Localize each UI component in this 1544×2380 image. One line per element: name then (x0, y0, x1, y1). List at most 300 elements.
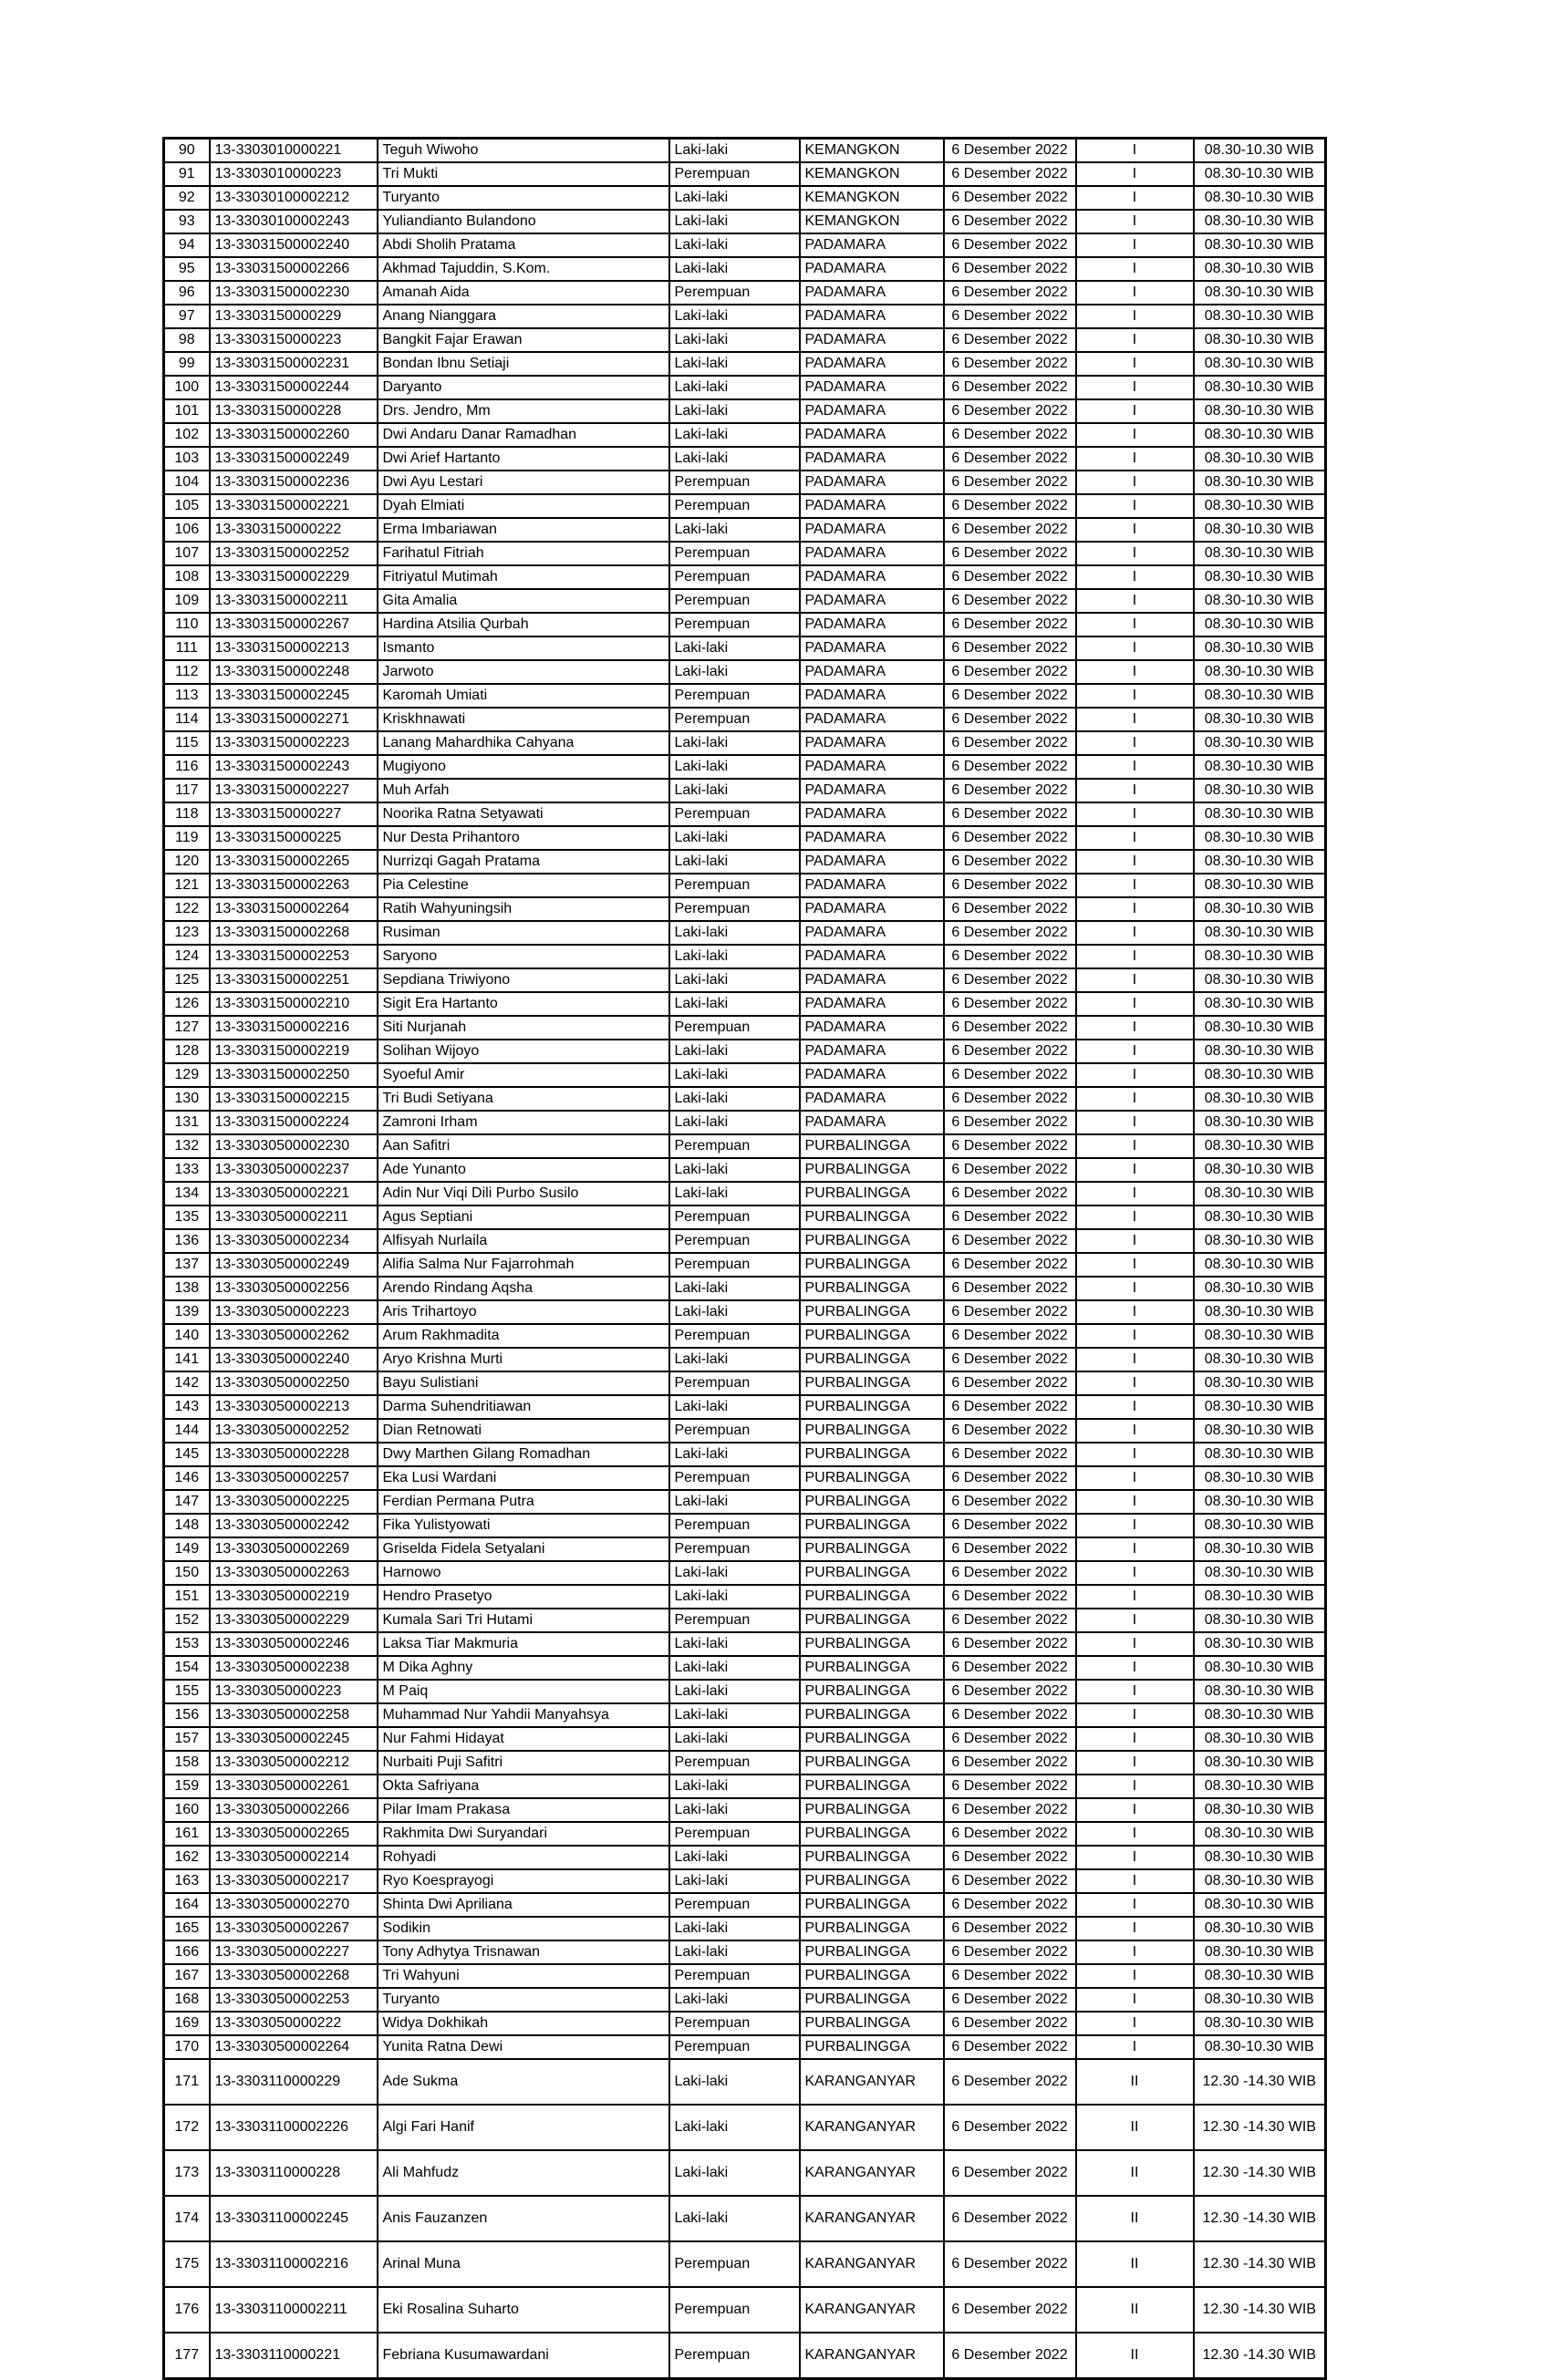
cell-exam-date: 6 Desember 2022 (944, 1751, 1076, 1775)
cell-exam-date: 6 Desember 2022 (944, 1609, 1076, 1632)
cell-district: PADAMARA (800, 281, 944, 305)
cell-registration-id: 13-33030500002217 (210, 1869, 378, 1893)
cell-gender: Laki-laki (669, 2196, 800, 2241)
cell-no: 91 (164, 162, 210, 186)
cell-name: Nurbaiti Puji Safitri (378, 1751, 669, 1775)
cell-no: 106 (164, 518, 210, 542)
cell-session: I (1076, 1111, 1194, 1134)
cell-no: 165 (164, 1917, 210, 1940)
cell-district: PADAMARA (800, 968, 944, 992)
cell-no: 105 (164, 494, 210, 518)
cell-name: Karomah Umiati (378, 684, 669, 708)
cell-name: Amanah Aida (378, 281, 669, 305)
cell-registration-id: 13-33031500002221 (210, 494, 378, 518)
table-row (164, 2241, 1326, 2287)
cell-exam-time: 08.30-10.30 WIB (1194, 1751, 1326, 1775)
cell-no: 104 (164, 471, 210, 494)
cell-name: Kriskhnawati (378, 708, 669, 731)
table-row (164, 1869, 1326, 1893)
cell-gender: Laki-laki (669, 1348, 800, 1371)
cell-district: PURBALINGGA (800, 1229, 944, 1253)
cell-exam-date: 6 Desember 2022 (944, 1063, 1076, 1087)
cell-exam-date: 6 Desember 2022 (944, 2059, 1076, 2105)
cell-gender: Laki-laki (669, 945, 800, 968)
cell-district: PURBALINGGA (800, 1940, 944, 1964)
cell-session: I (1076, 376, 1194, 399)
cell-exam-time: 08.30-10.30 WIB (1194, 1585, 1326, 1609)
table-row (164, 1727, 1326, 1751)
cell-exam-time: 08.30-10.30 WIB (1194, 210, 1326, 233)
cell-session: I (1076, 1348, 1194, 1371)
cell-district: PURBALINGGA (800, 1300, 944, 1324)
cell-gender: Laki-laki (669, 257, 800, 281)
cell-district: PURBALINGGA (800, 1277, 944, 1300)
cell-name: Agus Septiani (378, 1206, 669, 1229)
cell-session: I (1076, 1798, 1194, 1822)
cell-district: PURBALINGGA (800, 1656, 944, 1680)
table-row (164, 1134, 1326, 1158)
cell-name: Ferdian Permana Putra (378, 1490, 669, 1514)
cell-district: PADAMARA (800, 542, 944, 565)
cell-exam-date: 6 Desember 2022 (944, 305, 1076, 328)
cell-exam-date: 6 Desember 2022 (944, 1253, 1076, 1277)
cell-exam-time: 08.30-10.30 WIB (1194, 1988, 1326, 2012)
cell-session: I (1076, 1063, 1194, 1087)
cell-no: 156 (164, 1703, 210, 1727)
cell-exam-time: 08.30-10.30 WIB (1194, 139, 1326, 163)
cell-registration-id: 13-33031500002223 (210, 731, 378, 755)
cell-exam-date: 6 Desember 2022 (944, 1727, 1076, 1751)
cell-session: I (1076, 1893, 1194, 1917)
cell-district: PADAMARA (800, 589, 944, 613)
cell-no: 116 (164, 755, 210, 779)
cell-gender: Perempuan (669, 1371, 800, 1395)
cell-registration-id: 13-33030500002257 (210, 1466, 378, 1490)
cell-name: Nur Fahmi Hidayat (378, 1727, 669, 1751)
cell-registration-id: 13-33030500002246 (210, 1632, 378, 1656)
cell-gender: Laki-laki (669, 376, 800, 399)
cell-exam-time: 08.30-10.30 WIB (1194, 613, 1326, 636)
cell-registration-id: 13-33031500002240 (210, 233, 378, 257)
table-row (164, 257, 1326, 281)
cell-district: KARANGANYAR (800, 2241, 944, 2287)
cell-exam-date: 6 Desember 2022 (944, 1940, 1076, 1964)
cell-exam-time: 08.30-10.30 WIB (1194, 1182, 1326, 1206)
cell-no: 117 (164, 779, 210, 802)
cell-gender: Laki-laki (669, 2059, 800, 2105)
cell-exam-date: 6 Desember 2022 (944, 518, 1076, 542)
cell-name: Yunita Ratna Dewi (378, 2035, 669, 2059)
cell-district: PURBALINGGA (800, 1822, 944, 1846)
cell-district: PADAMARA (800, 1016, 944, 1040)
cell-session: I (1076, 1087, 1194, 1111)
cell-exam-time: 08.30-10.30 WIB (1194, 471, 1326, 494)
cell-gender: Perempuan (669, 2012, 800, 2035)
cell-exam-date: 6 Desember 2022 (944, 2035, 1076, 2059)
cell-district: PURBALINGGA (800, 1609, 944, 1632)
cell-registration-id: 13-33031500002267 (210, 613, 378, 636)
cell-exam-date: 6 Desember 2022 (944, 2196, 1076, 2241)
cell-session: II (1076, 2196, 1194, 2241)
table-row (164, 1443, 1326, 1466)
cell-no: 93 (164, 210, 210, 233)
cell-district: PURBALINGGA (800, 1443, 944, 1466)
cell-exam-time: 08.30-10.30 WIB (1194, 684, 1326, 708)
cell-name: Dian Retnowati (378, 1419, 669, 1443)
cell-name: Okta Safriyana (378, 1775, 669, 1798)
cell-registration-id: 13-33030500002221 (210, 1182, 378, 1206)
cell-exam-time: 08.30-10.30 WIB (1194, 1371, 1326, 1395)
cell-gender: Perempuan (669, 1229, 800, 1253)
cell-registration-id: 13-33031500002251 (210, 968, 378, 992)
cell-registration-id: 13-33031500002260 (210, 423, 378, 447)
cell-district: PADAMARA (800, 471, 944, 494)
table-row (164, 1561, 1326, 1585)
cell-district: PADAMARA (800, 636, 944, 660)
cell-name: Drs. Jendro, Mm (378, 399, 669, 423)
cell-exam-time: 08.30-10.30 WIB (1194, 1656, 1326, 1680)
cell-exam-time: 08.30-10.30 WIB (1194, 1419, 1326, 1443)
cell-exam-date: 6 Desember 2022 (944, 1371, 1076, 1395)
cell-district: KEMANGKON (800, 210, 944, 233)
cell-exam-time: 08.30-10.30 WIB (1194, 1063, 1326, 1087)
cell-name: Ade Yunanto (378, 1158, 669, 1182)
table-row (164, 1988, 1326, 2012)
table-row (164, 1632, 1326, 1656)
cell-district: PADAMARA (800, 399, 944, 423)
cell-exam-time: 08.30-10.30 WIB (1194, 1253, 1326, 1277)
cell-exam-date: 6 Desember 2022 (944, 1490, 1076, 1514)
cell-session: I (1076, 1443, 1194, 1466)
cell-gender: Perempuan (669, 2241, 800, 2287)
cell-registration-id: 13-33031500002211 (210, 589, 378, 613)
cell-registration-id: 13-33031500002271 (210, 708, 378, 731)
cell-name: Dyah Elmiati (378, 494, 669, 518)
cell-name: Shinta Dwi Apriliana (378, 1893, 669, 1917)
cell-name: Ratih Wahyuningsih (378, 897, 669, 921)
cell-session: I (1076, 992, 1194, 1016)
cell-name: Laksa Tiar Makmuria (378, 1632, 669, 1656)
cell-registration-id: 13-33031500002244 (210, 376, 378, 399)
cell-no: 95 (164, 257, 210, 281)
cell-exam-date: 6 Desember 2022 (944, 1514, 1076, 1537)
cell-session: I (1076, 897, 1194, 921)
cell-gender: Perempuan (669, 162, 800, 186)
cell-no: 151 (164, 1585, 210, 1609)
cell-session: I (1076, 779, 1194, 802)
cell-district: PADAMARA (800, 684, 944, 708)
cell-exam-date: 6 Desember 2022 (944, 2105, 1076, 2150)
cell-gender: Laki-laki (669, 423, 800, 447)
cell-gender: Laki-laki (669, 518, 800, 542)
cell-session: I (1076, 1609, 1194, 1632)
cell-exam-time: 08.30-10.30 WIB (1194, 1798, 1326, 1822)
cell-gender: Laki-laki (669, 2105, 800, 2150)
cell-no: 100 (164, 376, 210, 399)
cell-name: Ade Sukma (378, 2059, 669, 2105)
cell-gender: Laki-laki (669, 1727, 800, 1751)
table-row (164, 1514, 1326, 1537)
cell-registration-id: 13-33031100002216 (210, 2241, 378, 2287)
cell-exam-date: 6 Desember 2022 (944, 636, 1076, 660)
cell-name: Eki Rosalina Suharto (378, 2287, 669, 2333)
table-row (164, 1371, 1326, 1395)
cell-no: 134 (164, 1182, 210, 1206)
table-row (164, 423, 1326, 447)
cell-name: Darma Suhendritiawan (378, 1395, 669, 1419)
cell-district: PURBALINGGA (800, 1703, 944, 1727)
cell-gender: Perempuan (669, 565, 800, 589)
cell-district: KEMANGKON (800, 162, 944, 186)
cell-gender: Laki-laki (669, 1656, 800, 1680)
cell-exam-date: 6 Desember 2022 (944, 1680, 1076, 1703)
cell-exam-time: 08.30-10.30 WIB (1194, 1348, 1326, 1371)
cell-exam-time: 08.30-10.30 WIB (1194, 731, 1326, 755)
cell-exam-date: 6 Desember 2022 (944, 1277, 1076, 1300)
cell-registration-id: 13-33031500002243 (210, 755, 378, 779)
cell-gender: Laki-laki (669, 1277, 800, 1300)
cell-exam-date: 6 Desember 2022 (944, 755, 1076, 779)
cell-gender: Laki-laki (669, 1490, 800, 1514)
cell-exam-time: 08.30-10.30 WIB (1194, 494, 1326, 518)
cell-registration-id: 13-33031500002236 (210, 471, 378, 494)
table-row (164, 1348, 1326, 1371)
cell-exam-time: 08.30-10.30 WIB (1194, 1775, 1326, 1798)
cell-exam-date: 6 Desember 2022 (944, 186, 1076, 210)
cell-session: I (1076, 874, 1194, 897)
cell-exam-date: 6 Desember 2022 (944, 1419, 1076, 1443)
cell-district: PURBALINGGA (800, 1561, 944, 1585)
cell-exam-time: 12.30 -14.30 WIB (1194, 2287, 1326, 2333)
table-row (164, 1063, 1326, 1087)
cell-district: KARANGANYAR (800, 2196, 944, 2241)
cell-session: I (1076, 802, 1194, 826)
cell-no: 152 (164, 1609, 210, 1632)
table-row (164, 1822, 1326, 1846)
cell-session: I (1076, 1917, 1194, 1940)
cell-district: PADAMARA (800, 257, 944, 281)
cell-registration-id: 13-33031100002245 (210, 2196, 378, 2241)
table-row (164, 352, 1326, 376)
cell-gender: Laki-laki (669, 1158, 800, 1182)
table-row (164, 660, 1326, 684)
cell-no: 90 (164, 139, 210, 163)
cell-name: Saryono (378, 945, 669, 968)
table-row (164, 731, 1326, 755)
cell-gender: Perempuan (669, 589, 800, 613)
cell-registration-id: 13-33031500002210 (210, 992, 378, 1016)
cell-district: PURBALINGGA (800, 1514, 944, 1537)
cell-no: 129 (164, 1063, 210, 1087)
cell-gender: Perempuan (669, 1206, 800, 1229)
cell-exam-date: 6 Desember 2022 (944, 850, 1076, 874)
cell-session: I (1076, 399, 1194, 423)
cell-no: 123 (164, 921, 210, 945)
table-row (164, 1087, 1326, 1111)
cell-district: PADAMARA (800, 1111, 944, 1134)
cell-exam-date: 6 Desember 2022 (944, 1158, 1076, 1182)
cell-session: I (1076, 1680, 1194, 1703)
cell-registration-id: 13-33030500002219 (210, 1585, 378, 1609)
cell-exam-date: 6 Desember 2022 (944, 1775, 1076, 1798)
cell-registration-id: 13-33031500002249 (210, 447, 378, 471)
cell-registration-id: 13-33030500002228 (210, 1443, 378, 1466)
cell-session: I (1076, 731, 1194, 755)
cell-no: 135 (164, 1206, 210, 1229)
cell-name: Hardina Atsilia Qurbah (378, 613, 669, 636)
table-row (164, 1158, 1326, 1182)
cell-session: I (1076, 186, 1194, 210)
cell-gender: Perempuan (669, 471, 800, 494)
cell-district: PADAMARA (800, 731, 944, 755)
cell-session: I (1076, 850, 1194, 874)
cell-registration-id: 13-33030500002230 (210, 1134, 378, 1158)
cell-registration-id: 13-33030500002240 (210, 1348, 378, 1371)
cell-name: Jarwoto (378, 660, 669, 684)
cell-registration-id: 13-33030500002264 (210, 2035, 378, 2059)
cell-gender: Perempuan (669, 897, 800, 921)
cell-registration-id: 13-33031500002265 (210, 850, 378, 874)
cell-session: I (1076, 1632, 1194, 1656)
cell-name: Dwi Andaru Danar Ramadhan (378, 423, 669, 447)
cell-no: 98 (164, 328, 210, 352)
table-row (164, 1324, 1326, 1348)
cell-gender: Laki-laki (669, 2150, 800, 2196)
cell-name: Sepdiana Triwiyono (378, 968, 669, 992)
cell-exam-date: 6 Desember 2022 (944, 779, 1076, 802)
cell-exam-date: 6 Desember 2022 (944, 542, 1076, 565)
cell-gender: Perempuan (669, 1751, 800, 1775)
cell-district: PADAMARA (800, 613, 944, 636)
cell-registration-id: 13-33031500002231 (210, 352, 378, 376)
cell-registration-id: 13-33031500002229 (210, 565, 378, 589)
table-row (164, 1703, 1326, 1727)
cell-gender: Perempuan (669, 2333, 800, 2379)
cell-no: 163 (164, 1869, 210, 1893)
cell-registration-id: 13-33030500002267 (210, 1917, 378, 1940)
cell-gender: Laki-laki (669, 1846, 800, 1869)
cell-exam-time: 08.30-10.30 WIB (1194, 1134, 1326, 1158)
cell-exam-time: 08.30-10.30 WIB (1194, 1869, 1326, 1893)
cell-district: KEMANGKON (800, 186, 944, 210)
cell-gender: Laki-laki (669, 992, 800, 1016)
cell-session: I (1076, 945, 1194, 968)
cell-exam-date: 6 Desember 2022 (944, 945, 1076, 968)
cell-gender: Perempuan (669, 874, 800, 897)
cell-session: I (1076, 233, 1194, 257)
cell-registration-id: 13-33030500002268 (210, 1964, 378, 1988)
cell-gender: Laki-laki (669, 1300, 800, 1324)
cell-exam-time: 08.30-10.30 WIB (1194, 352, 1326, 376)
cell-no: 107 (164, 542, 210, 565)
cell-district: KARANGANYAR (800, 2059, 944, 2105)
cell-exam-date: 6 Desember 2022 (944, 1822, 1076, 1846)
cell-exam-date: 6 Desember 2022 (944, 708, 1076, 731)
cell-district: PURBALINGGA (800, 1727, 944, 1751)
cell-session: I (1076, 921, 1194, 945)
cell-no: 111 (164, 636, 210, 660)
cell-district: PADAMARA (800, 1063, 944, 1087)
cell-exam-date: 6 Desember 2022 (944, 731, 1076, 755)
cell-session: I (1076, 1395, 1194, 1419)
cell-name: Anang Nianggara (378, 305, 669, 328)
cell-gender: Laki-laki (669, 1585, 800, 1609)
cell-exam-date: 6 Desember 2022 (944, 471, 1076, 494)
cell-exam-date: 6 Desember 2022 (944, 328, 1076, 352)
cell-exam-time: 08.30-10.30 WIB (1194, 874, 1326, 897)
cell-name: Harnowo (378, 1561, 669, 1585)
cell-registration-id: 13-3303050000223 (210, 1680, 378, 1703)
cell-name: Syoeful Amir (378, 1063, 669, 1087)
cell-name: Ryo Koesprayogi (378, 1869, 669, 1893)
table-row (164, 921, 1326, 945)
cell-exam-date: 6 Desember 2022 (944, 281, 1076, 305)
cell-exam-time: 08.30-10.30 WIB (1194, 1111, 1326, 1134)
table-row (164, 1182, 1326, 1206)
cell-gender: Perempuan (669, 1419, 800, 1443)
cell-exam-time: 08.30-10.30 WIB (1194, 1917, 1326, 1940)
cell-exam-time: 08.30-10.30 WIB (1194, 1703, 1326, 1727)
cell-session: I (1076, 1822, 1194, 1846)
cell-exam-time: 08.30-10.30 WIB (1194, 850, 1326, 874)
table-row (164, 1229, 1326, 1253)
cell-name: Ali Mahfudz (378, 2150, 669, 2196)
cell-no: 126 (164, 992, 210, 1016)
cell-district: PADAMARA (800, 328, 944, 352)
cell-gender: Perempuan (669, 1514, 800, 1537)
cell-exam-time: 08.30-10.30 WIB (1194, 233, 1326, 257)
cell-name: Lanang Mahardhika Cahyana (378, 731, 669, 755)
cell-registration-id: 13-33030500002263 (210, 1561, 378, 1585)
cell-no: 143 (164, 1395, 210, 1419)
table-row (164, 613, 1326, 636)
cell-name: Adin Nur Viqi Dili Purbo Susilo (378, 1182, 669, 1206)
cell-session: I (1076, 1964, 1194, 1988)
cell-name: Mugiyono (378, 755, 669, 779)
cell-no: 136 (164, 1229, 210, 1253)
cell-session: II (1076, 2059, 1194, 2105)
cell-registration-id: 13-33031500002248 (210, 660, 378, 684)
table-row (164, 589, 1326, 613)
cell-name: Dwi Ayu Lestari (378, 471, 669, 494)
cell-name: Solihan Wijoyo (378, 1040, 669, 1063)
cell-name: Eka Lusi Wardani (378, 1466, 669, 1490)
cell-district: PURBALINGGA (800, 1206, 944, 1229)
cell-name: Tri Wahyuni (378, 1964, 669, 1988)
cell-gender: Laki-laki (669, 1988, 800, 2012)
table-row (164, 708, 1326, 731)
cell-registration-id: 13-3303110000229 (210, 2059, 378, 2105)
cell-registration-id: 13-33030500002214 (210, 1846, 378, 1869)
cell-no: 160 (164, 1798, 210, 1822)
cell-session: II (1076, 2241, 1194, 2287)
table-row (164, 1253, 1326, 1277)
table-row (164, 1798, 1326, 1822)
cell-district: PADAMARA (800, 921, 944, 945)
cell-no: 149 (164, 1537, 210, 1561)
cell-exam-time: 08.30-10.30 WIB (1194, 802, 1326, 826)
cell-name: Hendro Prasetyo (378, 1585, 669, 1609)
cell-name: Tony Adhytya Trisnawan (378, 1940, 669, 1964)
cell-name: Abdi Sholih Pratama (378, 233, 669, 257)
cell-exam-date: 6 Desember 2022 (944, 1893, 1076, 1917)
cell-exam-time: 08.30-10.30 WIB (1194, 1893, 1326, 1917)
cell-gender: Laki-laki (669, 1632, 800, 1656)
cell-session: I (1076, 1775, 1194, 1798)
cell-no: 140 (164, 1324, 210, 1348)
cell-exam-date: 6 Desember 2022 (944, 992, 1076, 1016)
cell-registration-id: 13-33030500002258 (210, 1703, 378, 1727)
